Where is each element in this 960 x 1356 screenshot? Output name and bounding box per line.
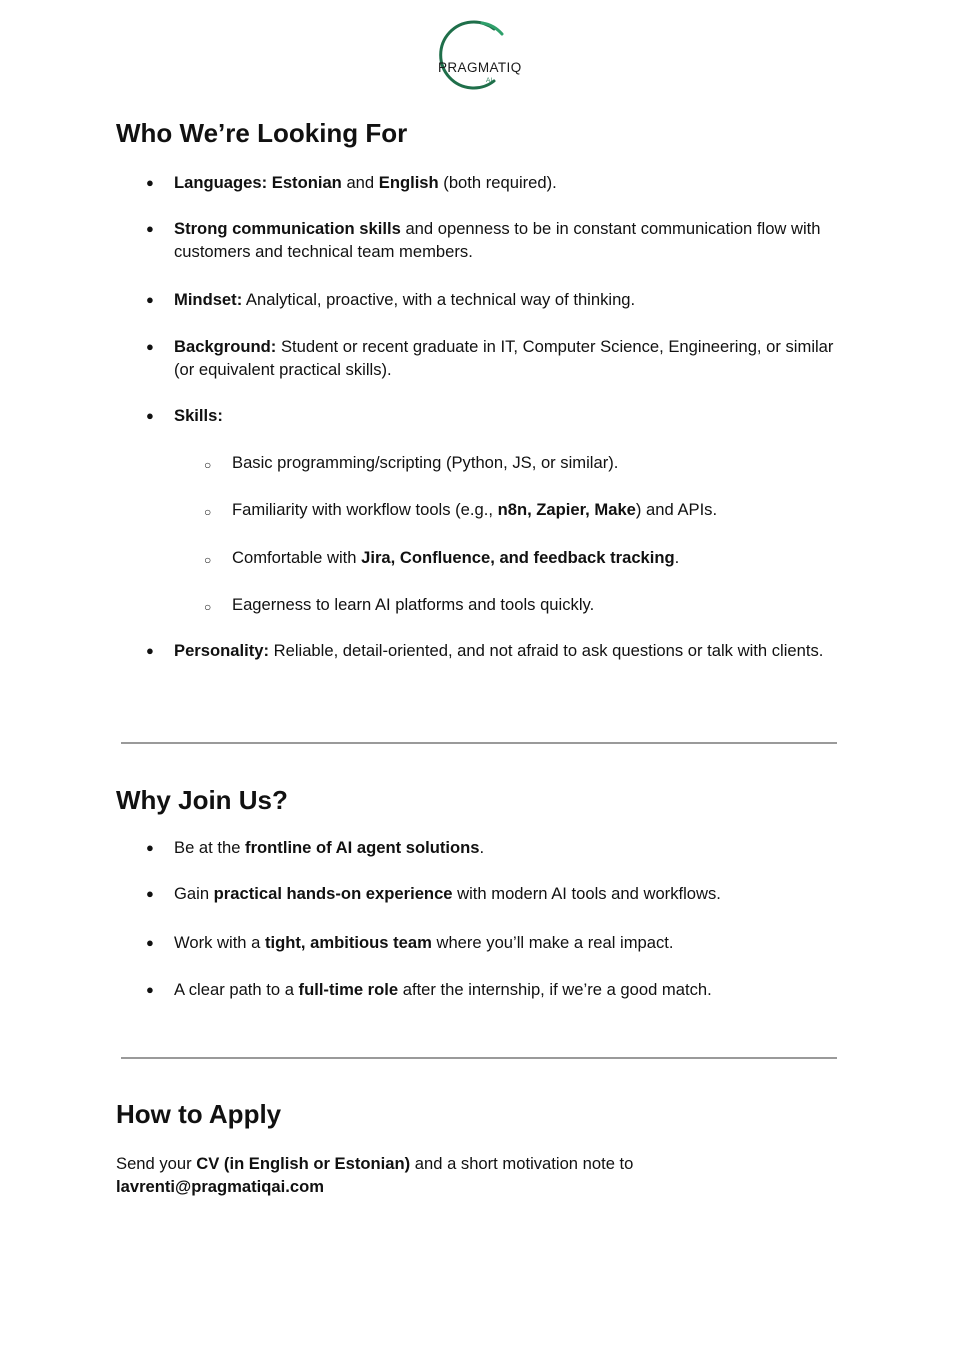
bullet-icon: ● — [146, 408, 154, 423]
section-title-looking-for: Who We’re Looking For — [116, 118, 408, 148]
logo-ring-icon — [424, 20, 544, 90]
section-divider — [121, 1057, 837, 1059]
company-logo — [424, 20, 544, 90]
bullet-icon: ● — [146, 221, 154, 236]
circle-bullet-icon: ○ — [204, 553, 212, 567]
section-divider — [121, 742, 837, 744]
contact-email[interactable]: lavrenti@pragmatiqai.com — [116, 1177, 324, 1196]
circle-bullet-icon: ○ — [204, 505, 212, 519]
logo-sub: AI — [486, 77, 493, 84]
bullet-icon: ● — [146, 982, 154, 997]
circle-bullet-icon: ○ — [204, 458, 212, 472]
bullet-icon: ● — [146, 643, 154, 658]
bullet-icon: ● — [146, 935, 154, 950]
bullet-icon: ● — [146, 339, 154, 354]
bullet-icon: ● — [146, 292, 154, 307]
bullet-icon: ● — [146, 840, 154, 855]
apply-paragraph: Send your CV (in English or Estonian) and a short motivation note to lavrenti@pragmatiqai.com — [116, 1154, 634, 1196]
circle-bullet-icon: ○ — [204, 600, 212, 614]
section-title-how-to-apply: How to Apply — [116, 1099, 282, 1129]
bullet-icon: ● — [146, 886, 154, 901]
logo-wordmark: PRAGMATIQ — [438, 60, 522, 75]
section-title-why-join: Why Join Us? — [116, 785, 288, 815]
bullet-icon: ● — [146, 175, 154, 190]
